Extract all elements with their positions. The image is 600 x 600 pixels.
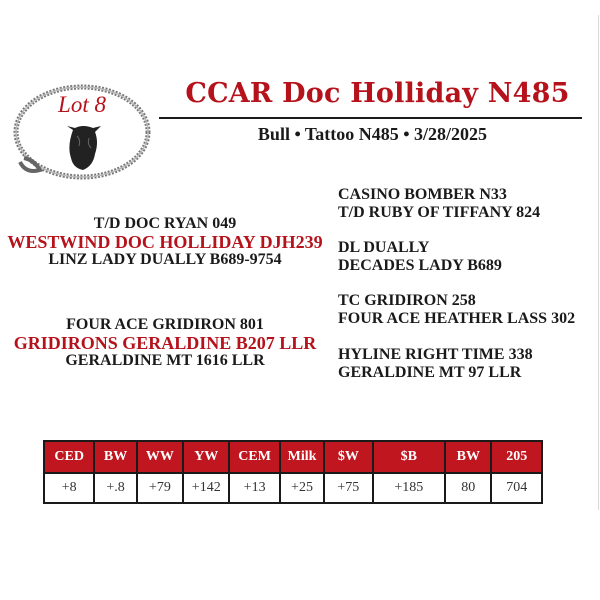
dam-dam: GERALDINE MT 1616 LLR (65, 352, 265, 369)
grandparents-1 (338, 186, 540, 222)
epd-value: 80 (445, 473, 491, 503)
col-header: $B (373, 441, 446, 473)
dam-name: GRIDIRONS GERALDINE B207 LLR (13, 333, 317, 353)
epd-value: +.8 (94, 473, 136, 503)
col-header: BW (445, 441, 491, 473)
grandparents-4 (338, 346, 533, 382)
ancestor: GERALDINE MT 97 LLR (338, 364, 522, 381)
epd-table (43, 440, 543, 504)
ancestor: DECADES LADY B689 (338, 257, 502, 274)
epd-value: +185 (373, 473, 446, 503)
epd-header-row (44, 441, 542, 473)
dam-sire: FOUR ACE GRIDIRON 801 (66, 316, 264, 333)
epd-value: +142 (183, 473, 229, 503)
grandparents-3 (338, 292, 575, 328)
animal-name-title: CCAR Doc Holliday N485 (185, 78, 570, 109)
ancestor: TC GRIDIRON 258 (338, 292, 476, 309)
epd-value: +75 (324, 473, 372, 503)
sire-dam: LINZ LADY DUALLY B689-9754 (48, 251, 282, 268)
title-divider (159, 117, 582, 119)
sire-pedigree (0, 215, 330, 269)
col-header: BW (94, 441, 136, 473)
animal-details: Bull • Tattoo N485 • 3/28/2025 (257, 124, 488, 144)
ancestor: FOUR ACE HEATHER LASS 302 (338, 310, 576, 327)
bull-head-icon (67, 126, 101, 170)
epd-value: +13 (229, 473, 279, 503)
sire-sire: T/D DOC RYAN 049 (93, 215, 237, 232)
col-header: CEM (229, 441, 279, 473)
col-header: Milk (280, 441, 324, 473)
lot-number: Lot 8 (58, 92, 106, 117)
epd-value: +8 (44, 473, 94, 503)
col-header: YW (183, 441, 229, 473)
epd-value: +25 (280, 473, 324, 503)
ancestor: DL DUALLY (338, 239, 430, 256)
col-header: $W (324, 441, 372, 473)
ancestor: CASINO BOMBER N33 (338, 186, 507, 203)
dam-pedigree (0, 316, 330, 370)
ancestor: HYLINE RIGHT TIME 338 (338, 346, 533, 363)
col-header: WW (137, 441, 183, 473)
lot-logo (12, 82, 152, 186)
epd-value: +79 (137, 473, 183, 503)
col-header: CED (44, 441, 94, 473)
edge-divider (598, 15, 599, 510)
grandparents-2 (338, 239, 502, 275)
col-header: 205 (491, 441, 542, 473)
ancestor: T/D RUBY OF TIFFANY 824 (338, 204, 541, 221)
sire-name: WESTWIND DOC HOLLIDAY DJH239 (7, 232, 323, 252)
epd-value: 704 (491, 473, 542, 503)
epd-value-row (44, 473, 542, 503)
